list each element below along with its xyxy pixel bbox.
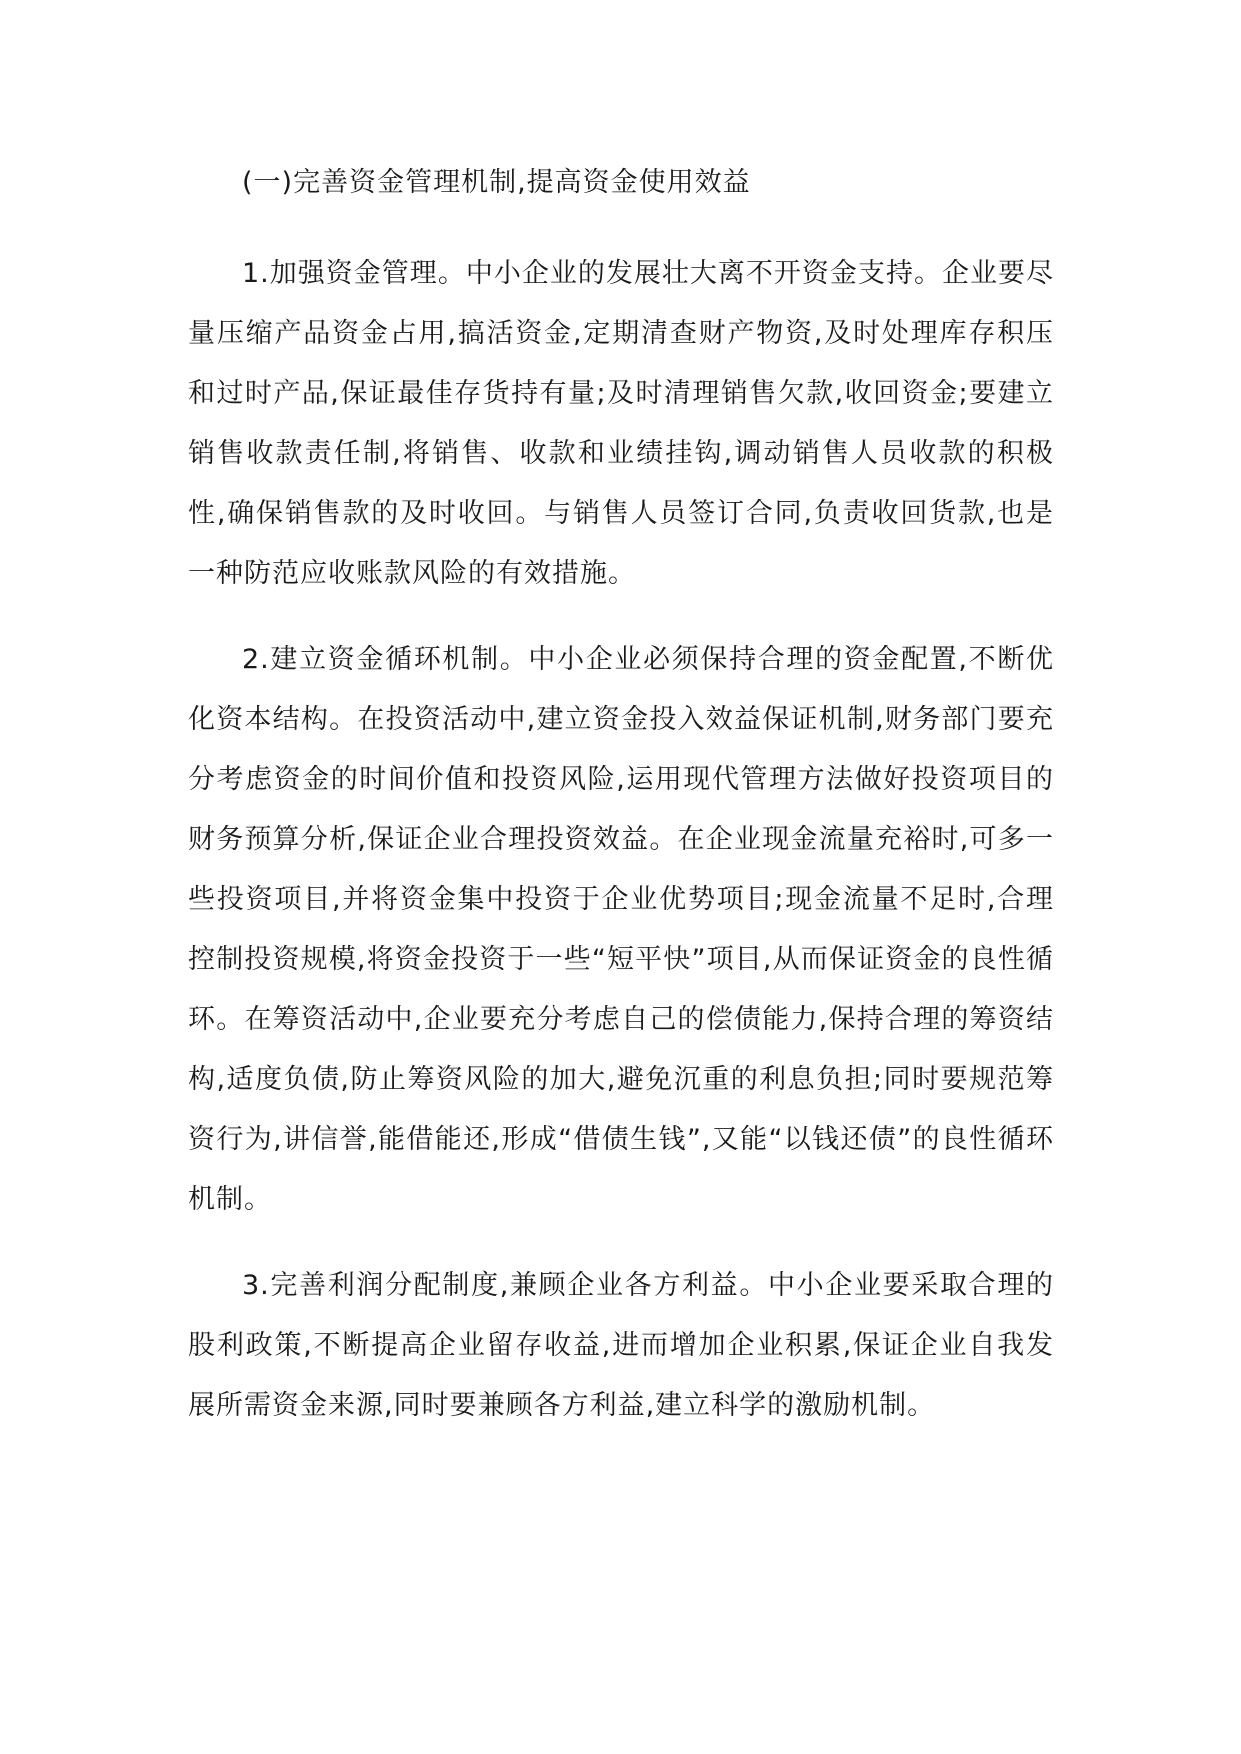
paragraph-2: 2.建立资金循环机制。中小企业必须保持合理的资金配置,不断优化资本结构。在投资活动中,建立资金投入效益保证机制,财务部门要充分考虑资金的时间价值和投资风险,运用现代管理方法做好投资项目的财务预算分析,保证企业合理投资效益。在企业现金流量充裕时,可多一些投资项目,并将资金集中投资于企业优势项目;现金流量不足时,合理控制投资规模,将资金投资于一些“短平快”项目,从而保证资金的良性循环。在筹资活动中,企业要充分考虑自己的偿债能力,保持合理的筹资结构,适度负债,防止筹资风险的加大,避免沉重的利息负担;同时要规范筹资行为,讲信誉,能借能还,形成“借债生钱”,又能“以钱还债”的良性循环机制。 <box>188 644 1054 1215</box>
section-heading: (一)完善资金管理机制,提高资金使用效益 <box>242 167 751 198</box>
paragraph-3: 3.完善利润分配制度,兼顾企业各方利益。中小企业要采取合理的股利政策,不断提高企业留存收益,进而增加企业积累,保证企业自我发展所需资金来源,同时要兼顾各方利益,建立科学的激励机制。 <box>188 1270 1054 1421</box>
paragraph-1: 1.加强资金管理。中小企业的发展壮大离不开资金支持。企业要尽量压缩产品资金占用,搞活资金,定期清查财产物资,及时处理库存积压和过时产品,保证最佳存货持有量;及时清理销售欠款,收回资金;要建立销售收款责任制,将销售、收款和业绩挂钩,调动销售人员收款的积极性,确保销售款的及时收回。与销售人员签订合同,负责收回货款,也是一种防范应收账款风险的有效措施。 <box>188 258 1054 589</box>
document-body <box>188 148 1054 1436</box>
